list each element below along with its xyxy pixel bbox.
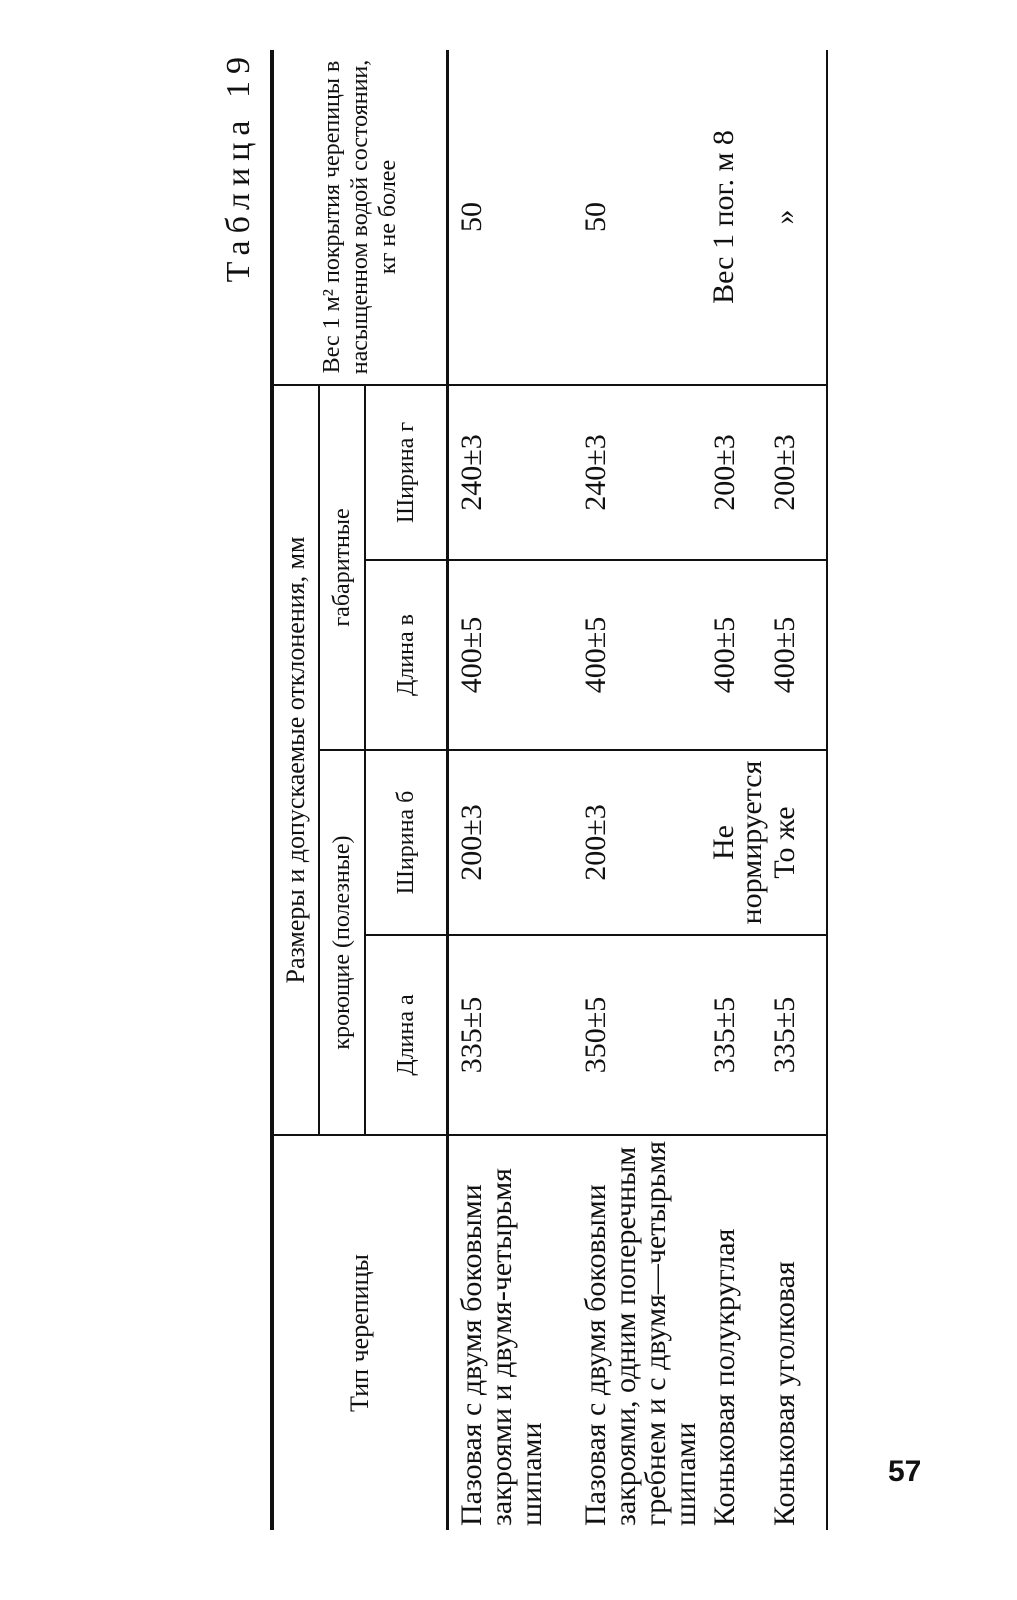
row-weight: 50 (577, 50, 706, 385)
table-row (706, 50, 766, 1530)
table-row (766, 50, 827, 1530)
row-weight: 50 (448, 50, 578, 385)
header-overall: габаритные (319, 385, 365, 750)
header-type: Тип черепицы (272, 1135, 448, 1530)
header-dimensions-group: Размеры и допускаемые отклонения, мм (272, 385, 319, 1135)
header-weight: Вес 1 м² покрытия черепицы в насыщенном водой состоянии, кг не более (272, 50, 448, 385)
row-length-v: 400±5 (706, 560, 766, 750)
header-useful: кроющие (полезные) (319, 750, 365, 1135)
header-width-g: Ширина г (365, 385, 448, 560)
row-width-b: Не нормируется (706, 750, 766, 935)
tile-dimensions-table (270, 50, 828, 1530)
row-length-a: 335±5 (766, 935, 827, 1135)
rotated-page (220, 30, 810, 1530)
table-title: Таблица 19 (220, 50, 257, 283)
row-width-g: 240±3 (577, 385, 706, 560)
row-width-g: 200±3 (706, 385, 766, 560)
row-length-v: 400±5 (766, 560, 827, 750)
row-length-v: 400±5 (448, 560, 578, 750)
row-type: Коньковая полукруглая (708, 1228, 741, 1526)
row-length-a: 350±5 (577, 935, 706, 1135)
row-width-b: 200±3 (577, 750, 706, 935)
page-number: 57 (888, 1455, 922, 1488)
header-width-b: Ширина б (365, 750, 448, 935)
row-length-a: 335±5 (706, 935, 766, 1135)
row-type: Пазовая с двумя боковыми закроями, одним поперечным гребнем и с двумя—четырьмя шипами (579, 1140, 702, 1526)
row-width-g: 200±3 (766, 385, 827, 560)
row-type: Коньковая уголковая (766, 1135, 827, 1530)
row-weight: » (766, 50, 827, 385)
row-length-v: 400±5 (577, 560, 706, 750)
row-width-b: То же (766, 750, 827, 935)
table-row (448, 50, 578, 1530)
row-type: Пазовая с двумя боковыми закроями и двумя-четырьмя шипами (455, 1168, 548, 1526)
header-length-v: Длина в (365, 560, 448, 750)
header-length-a: Длина а (365, 935, 448, 1135)
row-width-b: 200±3 (448, 750, 578, 935)
row-weight: Вес 1 пог. м 8 (706, 50, 766, 385)
table-row (577, 50, 706, 1530)
row-length-a: 335±5 (448, 935, 578, 1135)
row-width-g: 240±3 (448, 385, 578, 560)
